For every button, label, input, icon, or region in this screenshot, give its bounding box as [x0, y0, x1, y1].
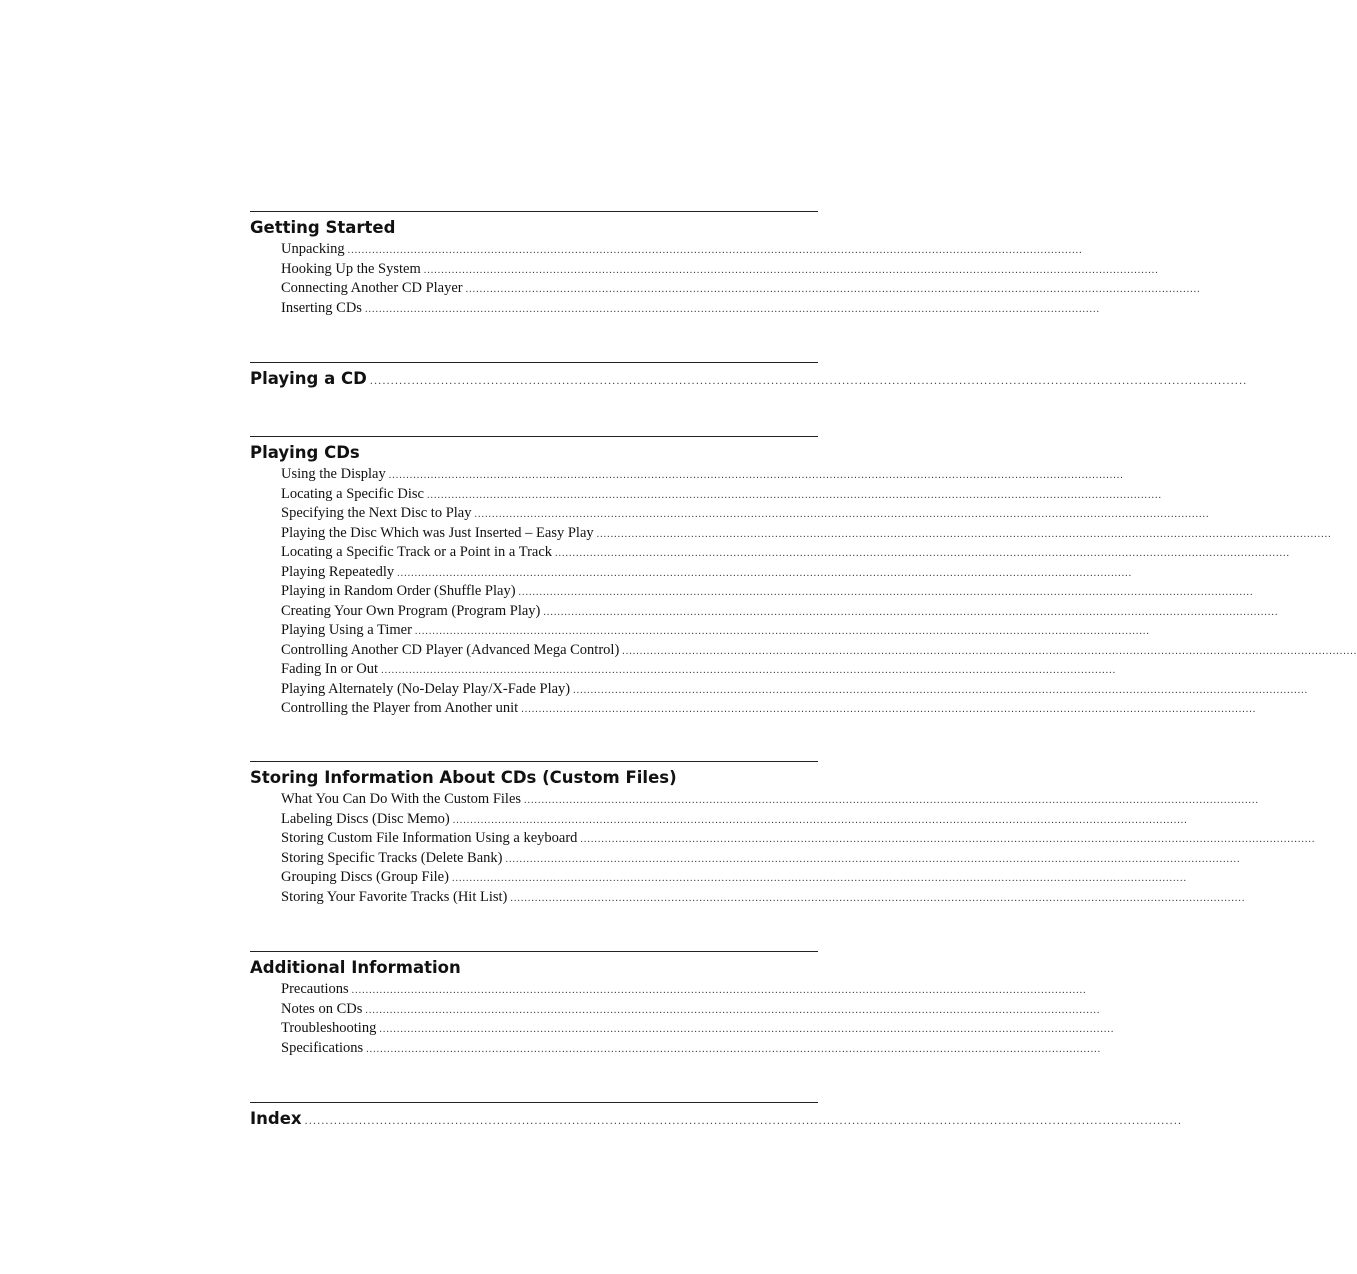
- toc-entry[interactable]: [281, 641, 1357, 661]
- toc-entry-label: Troubleshooting: [281, 1020, 377, 1036]
- section-heading-label: Playing CDs: [250, 443, 360, 462]
- toc-entry[interactable]: [281, 699, 1257, 719]
- section-heading[interactable]: [250, 368, 1248, 390]
- toc-entry-label: Using the Display: [281, 466, 386, 482]
- dot-leader: ..................................................................................................................................................................................................................: [388, 470, 1124, 481]
- toc-entry-label: Specifications: [281, 1039, 364, 1056]
- toc-entry-label: Playing Repeatedly: [281, 563, 395, 580]
- dot-leader: ..................................................................................................................................................................................................................: [524, 795, 1260, 806]
- toc-entry-label: Inserting CDs: [281, 299, 362, 316]
- dot-leader: ..................................................................................................................................................................................................................: [414, 626, 1150, 637]
- section-rule: [250, 211, 818, 212]
- dot-leader: ..................................................................................................................................................................................................................: [452, 814, 1188, 826]
- section-heading[interactable]: [250, 1108, 1183, 1130]
- toc-entry[interactable]: [281, 299, 1100, 319]
- toc-entry-label: Controlling the Player from Another unit: [281, 700, 519, 716]
- toc-entry[interactable]: [281, 888, 1246, 908]
- section-heading-label: Storing Information About CDs (Custom Files): [250, 768, 677, 787]
- toc-entry[interactable]: [281, 485, 1162, 505]
- toc-entry[interactable]: [281, 524, 1332, 544]
- dot-leader: ..................................................................................................................................................................................................................: [381, 665, 1117, 676]
- toc-item-list: [250, 240, 1201, 318]
- toc-entry[interactable]: [281, 240, 1083, 260]
- toc-entry-label: Specifying the Next Disc to Play: [281, 505, 472, 521]
- section-rule: [250, 951, 818, 952]
- toc-entry-label: Storing Your Favorite Tracks (Hit List): [281, 888, 508, 905]
- toc-item-list: [250, 790, 1316, 907]
- toc-entry-label: Playing Using a Timer: [281, 622, 412, 638]
- toc-entry-label: What You Can Do With the Custom Files: [281, 791, 522, 807]
- section-heading[interactable]: [250, 442, 818, 464]
- section-heading[interactable]: [250, 767, 818, 789]
- toc-entry[interactable]: [281, 621, 1150, 641]
- section-rule: [250, 761, 818, 762]
- toc-entry-label: Labeling Discs (Disc Memo): [281, 810, 450, 827]
- toc-entry[interactable]: [281, 829, 1316, 849]
- toc-entry-label: Playing the Disc Which was Just Inserted – Easy Play: [281, 524, 594, 541]
- toc-entry-label: Connecting Another CD Player: [281, 280, 463, 296]
- dot-leader: ..................................................................................................................................................................................................................: [510, 892, 1246, 904]
- toc-entry-label: Storing Specific Tracks (Delete Bank): [281, 849, 503, 866]
- dot-leader: ..................................................................................................................................................................................................................: [543, 606, 1279, 618]
- toc-entry[interactable]: [281, 1039, 1102, 1059]
- dot-leader: ..................................................................................................................................................................................................................: [474, 509, 1210, 520]
- toc-item-list: [250, 465, 1357, 719]
- toc-entry[interactable]: [281, 279, 1201, 299]
- toc-entry[interactable]: [281, 849, 1241, 869]
- dot-leader: ..................................................................................................................................................................................................................: [351, 985, 1087, 996]
- toc-entry-label: Notes on CDs: [281, 1000, 363, 1017]
- toc-entry-label: Grouping Discs (Group File): [281, 869, 449, 885]
- section-heading-label: Playing a CD: [250, 369, 367, 388]
- toc-entry[interactable]: [281, 582, 1254, 602]
- toc-entry-label: Fading In or Out: [281, 661, 379, 677]
- toc-entry-label: Locating a Specific Track or a Point in a Track: [281, 544, 553, 560]
- toc-entry-label: Locating a Specific Disc: [281, 485, 424, 502]
- dot-leader: ..................................................................................................................................................................................................................: [622, 645, 1357, 657]
- dot-leader: ..................................................................................................................................................................................................................: [505, 853, 1241, 865]
- dot-leader: ..................................................................................................................................................................................................................: [465, 284, 1201, 295]
- section-rule: [250, 362, 818, 363]
- dot-leader: ..................................................................................................................................................................................................................: [397, 567, 1133, 579]
- toc-section-playing-cds: [250, 436, 1357, 719]
- toc-entry[interactable]: [281, 260, 1159, 280]
- toc-entry[interactable]: [281, 1000, 1101, 1020]
- dot-leader: ..................................................................................................................................................................................................................: [426, 489, 1162, 501]
- toc-entry-label: Playing in Random Order (Shuffle Play): [281, 583, 516, 599]
- toc-entry[interactable]: [281, 563, 1133, 583]
- section-rule: [250, 436, 818, 437]
- toc-entry[interactable]: [281, 465, 1124, 485]
- toc-entry[interactable]: [281, 868, 1187, 888]
- dot-leader: ..................................................................................................................................................................................................................: [365, 1004, 1101, 1016]
- toc-entry-label: Playing Alternately (No-Delay Play/X-Fade Play): [281, 680, 571, 697]
- toc-entry[interactable]: [281, 1019, 1115, 1039]
- toc-entry-label: Unpacking: [281, 241, 345, 257]
- toc-entry[interactable]: [281, 660, 1117, 680]
- toc-section-custom-files: [250, 761, 1316, 907]
- dot-leader: ..................................................................................................................................................................................................................: [369, 376, 1248, 387]
- section-heading-label: Index: [250, 1109, 302, 1128]
- section-rule: [250, 1102, 818, 1103]
- dot-leader: ..................................................................................................................................................................................................................: [596, 528, 1332, 540]
- dot-leader: ..................................................................................................................................................................................................................: [573, 684, 1309, 696]
- toc-section-additional-information: [250, 951, 1115, 1058]
- dot-leader: ..................................................................................................................................................................................................................: [423, 264, 1159, 276]
- section-heading-label: Additional Information: [250, 958, 461, 977]
- section-heading-label: Getting Started: [250, 218, 396, 237]
- dot-leader: ..................................................................................................................................................................................................................: [364, 303, 1100, 315]
- toc-entry-label: Storing Custom File Information Using a keyboard: [281, 830, 578, 846]
- dot-leader: ..................................................................................................................................................................................................................: [347, 245, 1083, 256]
- toc-entry[interactable]: [281, 980, 1087, 1000]
- dot-leader: ..................................................................................................................................................................................................................: [580, 834, 1316, 845]
- toc-entry-label: Hooking Up the System: [281, 260, 421, 277]
- toc-section-getting-started: [250, 211, 1201, 318]
- dot-leader: ..................................................................................................................................................................................................................: [304, 1116, 1183, 1127]
- toc-section-playing-a-cd: [250, 362, 1248, 390]
- toc-entry-label: Creating Your Own Program (Program Play): [281, 602, 541, 619]
- toc-entry[interactable]: [281, 504, 1210, 524]
- toc-entry-label: Precautions: [281, 981, 349, 997]
- toc-entry[interactable]: [281, 810, 1188, 830]
- section-heading[interactable]: [250, 957, 818, 979]
- dot-leader: ..................................................................................................................................................................................................................: [555, 548, 1291, 559]
- toc-entry[interactable]: [281, 602, 1279, 622]
- section-heading[interactable]: [250, 217, 818, 239]
- toc-entry[interactable]: [281, 543, 1291, 563]
- dot-leader: ..................................................................................................................................................................................................................: [521, 704, 1257, 715]
- toc-entry-label: Controlling Another CD Player (Advanced Mega Control): [281, 641, 620, 658]
- dot-leader: ..................................................................................................................................................................................................................: [451, 873, 1187, 884]
- toc-entry[interactable]: [281, 790, 1260, 810]
- dot-leader: ..................................................................................................................................................................................................................: [366, 1043, 1102, 1055]
- dot-leader: ..................................................................................................................................................................................................................: [518, 587, 1254, 598]
- toc-section-index: [250, 1102, 1183, 1130]
- toc-entry[interactable]: [281, 680, 1309, 700]
- dot-leader: ..................................................................................................................................................................................................................: [379, 1024, 1115, 1035]
- toc-item-list: [250, 980, 1115, 1058]
